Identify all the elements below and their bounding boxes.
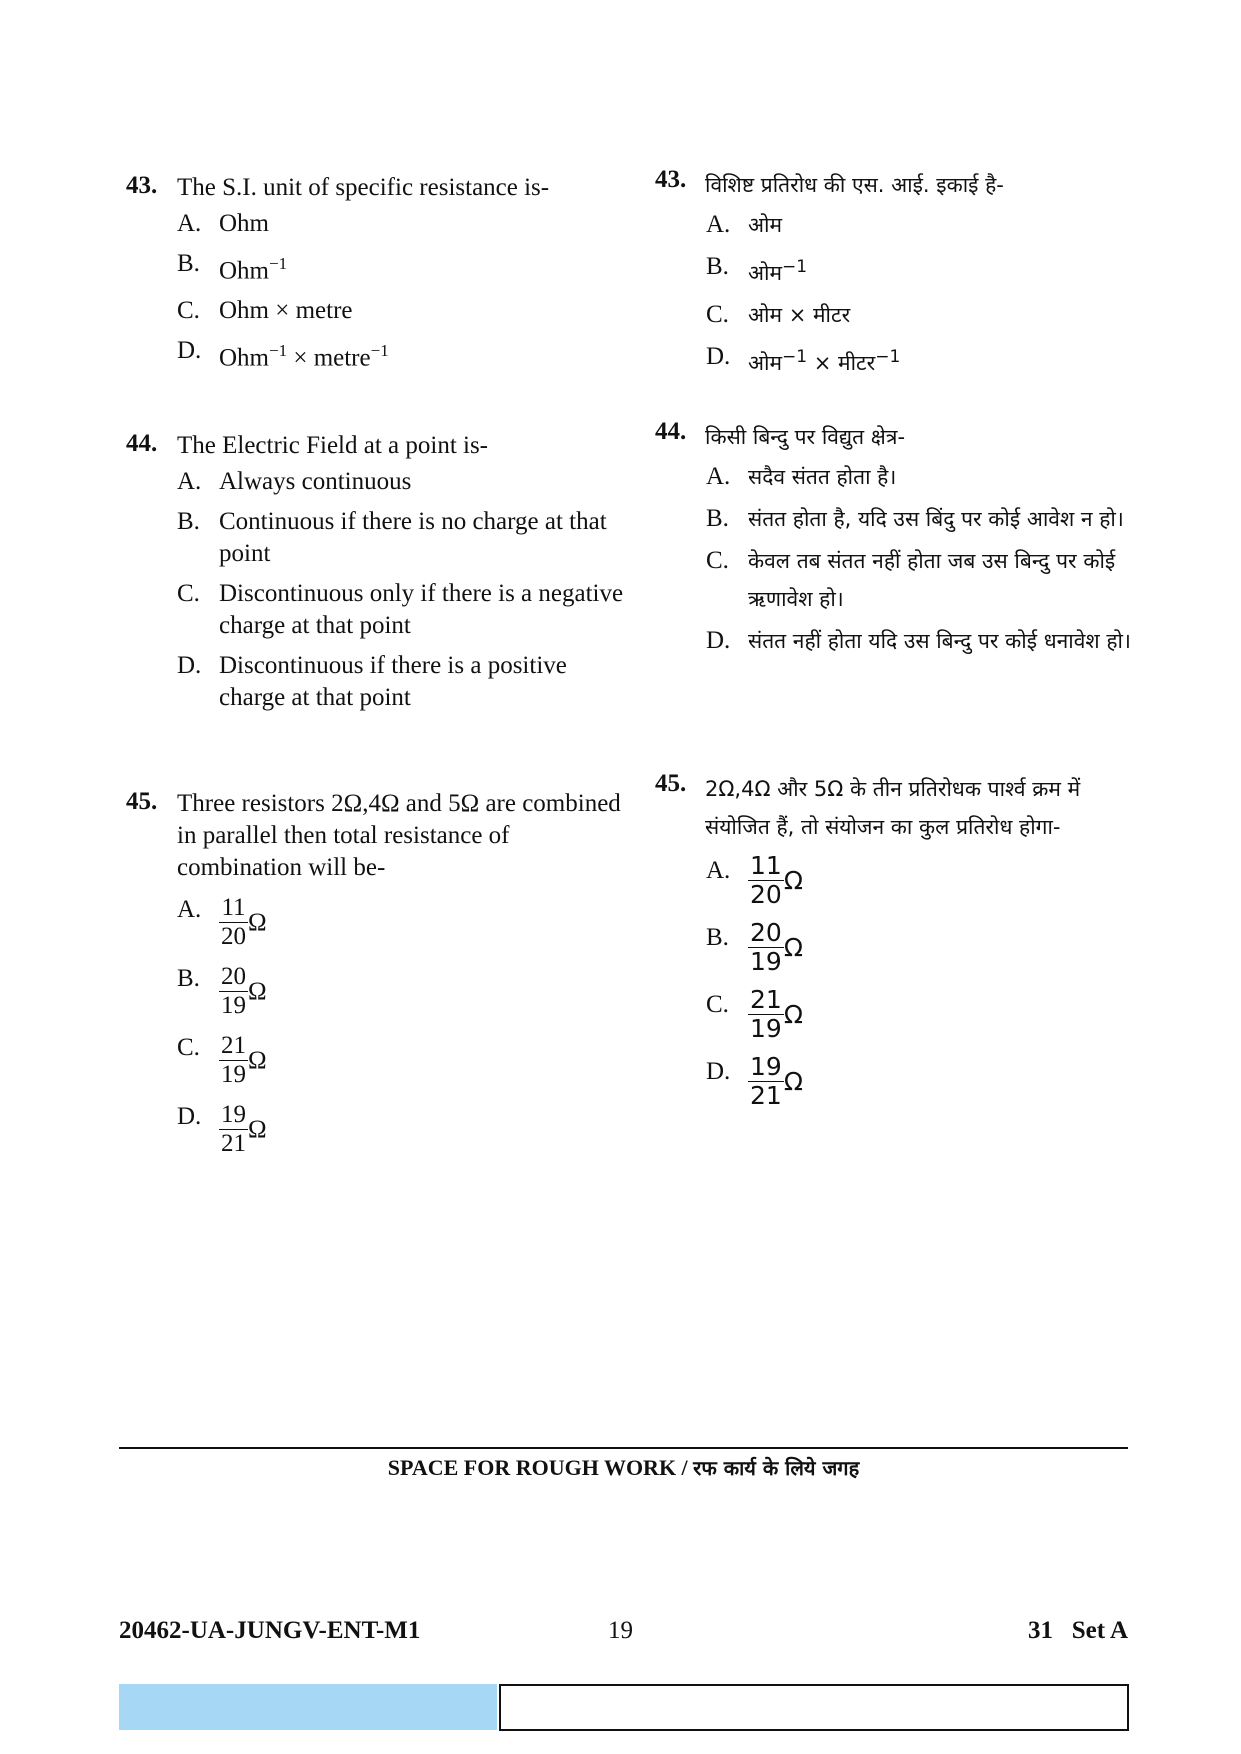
question-number: 43.: [655, 166, 687, 193]
option-c: [706, 986, 1135, 1043]
options: [706, 206, 1135, 382]
option-b: [177, 963, 626, 1020]
option-label: A.: [177, 468, 202, 495]
hindi-column: [655, 166, 1135, 1120]
option-d: [177, 1101, 626, 1158]
option-a: [177, 894, 626, 951]
option-c: [706, 542, 1135, 618]
question-44-hi: [655, 418, 1135, 776]
question-number: 43.: [126, 172, 158, 199]
option-exponent: −1: [269, 341, 288, 361]
option-base: ओम: [748, 351, 783, 375]
option-text: संतत होता है, यदि उस बिंदु पर कोई आवेश न हो।: [748, 507, 1124, 531]
option-label: A.: [706, 463, 731, 490]
numerator: 19: [750, 1052, 782, 1081]
question-44-en: [126, 430, 626, 788]
option-label: C.: [706, 991, 729, 1018]
option-c: [177, 295, 626, 327]
question-43-en: [126, 172, 626, 430]
denominator: 21: [750, 1081, 782, 1110]
options: [706, 852, 1135, 1110]
ohm-unit: Ω: [248, 1115, 267, 1143]
ohm-unit: Ω: [783, 999, 803, 1029]
ohm-unit: Ω: [248, 908, 267, 936]
options: [177, 208, 626, 375]
option-base: Ohm: [219, 344, 269, 372]
option-text: सदैव संतत होता है।: [748, 465, 897, 489]
option-middle: × metre: [287, 344, 371, 372]
option-b: [177, 248, 626, 287]
ohm-unit: Ω: [248, 1046, 267, 1074]
paper-code: 20462-UA-JUNGV-ENT-M1: [119, 1617, 421, 1644]
fraction: [219, 894, 248, 951]
fraction: [219, 1101, 248, 1158]
option-exponent: −1: [370, 341, 389, 361]
fraction: [748, 919, 784, 976]
option-a: [706, 206, 1135, 244]
numerator: 19: [221, 1101, 246, 1128]
options: [177, 894, 626, 1158]
option-label: C.: [706, 547, 729, 574]
option-label: D.: [706, 343, 731, 370]
fraction: [219, 1032, 248, 1089]
ohm-unit: Ω: [783, 932, 803, 962]
blue-bar: [119, 1684, 497, 1730]
options: [177, 466, 626, 714]
question-text: किसी बिन्दु पर विद्युत क्षेत्र-: [705, 425, 906, 449]
option-c: [177, 578, 626, 642]
option-d: [177, 650, 626, 714]
option-exponent: −1: [875, 347, 901, 367]
rough-work-english: SPACE FOR ROUGH WORK /: [387, 1455, 688, 1480]
options: [706, 458, 1135, 660]
option-a: [706, 458, 1135, 496]
option-c: [177, 1032, 626, 1089]
option-label: C.: [177, 580, 200, 607]
fraction: [748, 986, 784, 1043]
option-text: Ohm × metre: [219, 297, 353, 325]
question-number: 45.: [126, 788, 158, 815]
option-text: ओम × मीटर: [748, 303, 851, 327]
fraction: [748, 1053, 784, 1110]
question-text: The Electric Field at a point is-: [177, 432, 489, 459]
fraction: [219, 963, 248, 1020]
question-45-en: [126, 788, 626, 1158]
denominator: 19: [221, 1061, 246, 1088]
option-label: D.: [177, 652, 202, 679]
option-text: Always continuous: [219, 468, 412, 495]
option-base: ओम: [748, 261, 783, 285]
option-a: [177, 208, 626, 240]
option-text: Ohm: [219, 210, 269, 237]
ohm-unit: Ω: [248, 977, 267, 1005]
empty-box: [499, 1684, 1129, 1731]
question-number: 45.: [655, 770, 687, 797]
rough-work-heading: [119, 1454, 1128, 1481]
option-text: Discontinuous only if there is a negative charge at that point: [219, 580, 624, 639]
rough-work-hindi: रफ कार्य के लिये जगह: [693, 1456, 860, 1480]
option-label: A.: [706, 857, 731, 884]
option-a: [177, 466, 626, 498]
option-label: B.: [706, 924, 729, 951]
question-45-hi: [655, 770, 1135, 1110]
option-d: [706, 622, 1135, 660]
divider-line: [119, 1447, 1128, 1449]
numerator: 21: [221, 1032, 246, 1059]
numerator: 20: [221, 963, 246, 990]
option-text: Continuous if there is no charge at that point: [219, 508, 607, 567]
numerator: 11: [219, 894, 248, 923]
option-label: B.: [177, 508, 200, 535]
option-b: [177, 506, 626, 570]
page-number: 19: [608, 1617, 633, 1644]
option-base: Ohm: [219, 257, 269, 285]
denominator: 20: [221, 923, 246, 950]
set-info: 31 Set A: [1028, 1617, 1128, 1644]
option-label: C.: [177, 297, 200, 325]
question-43-hi: [655, 166, 1135, 424]
fraction: [748, 852, 784, 909]
option-b: [706, 500, 1135, 538]
denominator: 21: [221, 1130, 246, 1157]
option-label: D.: [706, 627, 731, 654]
option-d: [177, 335, 626, 374]
option-exponent: −1: [782, 347, 808, 367]
option-exponent: −1: [269, 254, 288, 273]
english-column: [126, 172, 626, 1170]
option-text: संतत नहीं होता यदि उस बिन्दु पर कोई धनावेश हो।: [748, 629, 1131, 653]
option-text: केवल तब संतत नहीं होता जब उस बिन्दु पर कोई ऋणावेश हो।: [748, 549, 1116, 611]
option-b: [706, 919, 1135, 976]
option-label: A.: [177, 210, 202, 237]
question-text: 2Ω,4Ω और 5Ω के तीन प्रतिरोधक पार्श्व क्रम में संयोजित हैं, तो संयोजन का कुल प्रतिरोध होगा-: [705, 777, 1081, 839]
numerator: 11: [750, 851, 782, 880]
option-c: [706, 296, 1135, 334]
question-text: Three resistors 2Ω,4Ω and 5Ω are combined in parallel then total resistance of combination will be-: [177, 790, 621, 881]
denominator: 19: [750, 947, 782, 976]
option-a: [706, 852, 1135, 909]
option-label: D.: [177, 337, 202, 365]
option-label: C.: [706, 301, 729, 328]
option-label: B.: [177, 965, 200, 992]
option-label: A.: [177, 896, 202, 923]
denominator: 20: [750, 880, 782, 909]
option-label: D.: [706, 1058, 731, 1085]
option-label: B.: [177, 250, 200, 277]
option-d: [706, 1053, 1135, 1110]
option-text: ओम: [748, 213, 783, 237]
question-text: विशिष्ट प्रतिरोध की एस. आई. इकाई है-: [705, 173, 1004, 197]
option-d: [706, 338, 1135, 382]
option-middle: × मीटर: [807, 351, 876, 375]
numerator: 21: [750, 985, 782, 1014]
option-b: [706, 248, 1135, 292]
option-label: B.: [706, 253, 729, 280]
option-label: D.: [177, 1103, 202, 1130]
option-text: Discontinuous if there is a positive charge at that point: [219, 652, 567, 711]
ohm-unit: Ω: [783, 1066, 803, 1096]
option-label: A.: [706, 211, 731, 238]
ohm-unit: Ω: [783, 865, 803, 895]
question-text: The S.I. unit of specific resistance is-: [177, 174, 550, 201]
option-label: C.: [177, 1034, 200, 1061]
option-exponent: −1: [782, 257, 808, 277]
denominator: 19: [221, 992, 246, 1019]
option-label: B.: [706, 505, 729, 532]
denominator: 19: [750, 1014, 782, 1043]
question-number: 44.: [126, 430, 158, 457]
question-number: 44.: [655, 418, 687, 445]
numerator: 20: [750, 918, 782, 947]
